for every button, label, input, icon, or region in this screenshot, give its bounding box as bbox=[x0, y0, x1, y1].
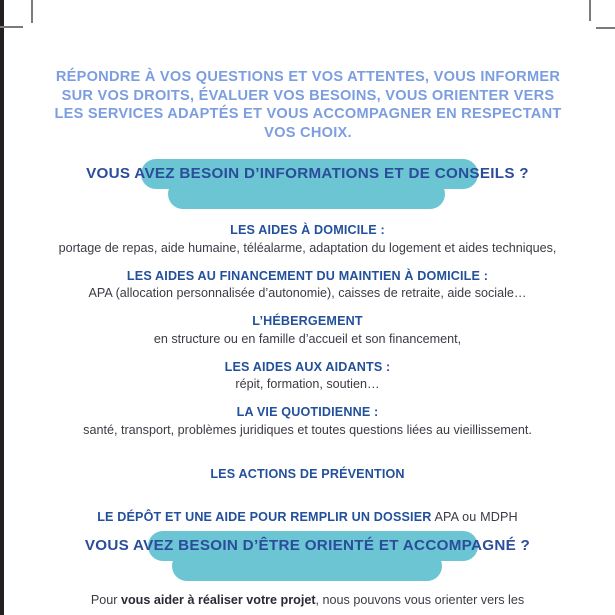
crop-mark-top-right-vertical bbox=[589, 0, 591, 21]
service-item-aides-domicile bbox=[25, 222, 590, 257]
footer-paragraph bbox=[55, 592, 560, 609]
service-item-vie-quotidienne bbox=[25, 404, 590, 439]
service-detail: santé, transport, problèmes juridiques et toutes questions liées au vieillissement. bbox=[83, 422, 532, 437]
service-heading: LES ACTIONS DE PRÉVENTION bbox=[210, 466, 405, 481]
banner-oriente bbox=[0, 531, 615, 583]
banner-informations bbox=[0, 159, 615, 211]
service-detail: portage de repas, aide humaine, téléalarme, adaptation du logement et aides techniques, bbox=[58, 240, 557, 255]
intro-title: RÉPONDRE À VOS QUESTIONS ET VOS ATTENTES, VOUS INFORMER SUR VOS DROITS, ÉVALUER VOS BESOINS, VOUS ORIENTER VERS LES SERVICES ADAPTÉS ET VOUS ACCOMPAGNER EN RESPECTANT VOS CHOIX. bbox=[54, 69, 562, 141]
banner-oriente-label: VOUS AVEZ BESOIN D’ÊTRE ORIENTÉ ET ACCOMPAGNÉ ? bbox=[84, 537, 531, 554]
crop-mark-top-left-vertical bbox=[31, 0, 33, 23]
service-heading: LES AIDES AU FINANCEMENT DU MAINTIEN À DOMICILE : bbox=[126, 268, 489, 283]
banner-informations-label: VOUS AVEZ BESOIN D’INFORMATIONS ET DE CONSEILS ? bbox=[86, 165, 529, 182]
service-heading-trailing: APA ou MDPH bbox=[431, 510, 518, 524]
footer-bold: vous aider à réaliser votre projet bbox=[120, 593, 316, 607]
service-item-aides-financement bbox=[25, 268, 590, 303]
service-heading: LES AIDES AUX AIDANTS : bbox=[224, 359, 391, 374]
crop-mark-top-right-horizontal bbox=[596, 27, 615, 29]
service-item-actions-prevention bbox=[25, 466, 590, 483]
service-item-depot-dossier bbox=[25, 509, 590, 526]
service-detail: en structure ou en famille d’accueil et son financement, bbox=[153, 331, 462, 346]
footer-tail: , nous pouvons vous orienter vers les bbox=[315, 593, 525, 607]
page-edge-band bbox=[0, 0, 4, 615]
service-heading: LA VIE QUOTIDIENNE : bbox=[236, 405, 379, 419]
service-heading-bold: LE DÉPÔT ET UNE AIDE POUR REMPLIR UN DOSSIER bbox=[97, 510, 432, 524]
service-item-aides-aidants bbox=[25, 359, 590, 394]
services-list bbox=[25, 222, 590, 526]
service-spacer bbox=[25, 450, 590, 455]
service-detail: APA (allocation personnalisée d’autonomie), caisses de retraite, aide sociale… bbox=[88, 286, 527, 300]
footer-lead: Pour bbox=[90, 593, 121, 607]
service-spacer bbox=[25, 493, 590, 498]
service-detail: répit, formation, soutien… bbox=[235, 377, 380, 391]
service-heading: LES AIDES À DOMICILE : bbox=[230, 223, 385, 237]
service-heading bbox=[25, 509, 590, 526]
crop-mark-top-left-horizontal bbox=[0, 26, 23, 28]
service-heading: L’HÉBERGEMENT bbox=[252, 314, 363, 328]
service-item-hebergement bbox=[25, 313, 590, 348]
